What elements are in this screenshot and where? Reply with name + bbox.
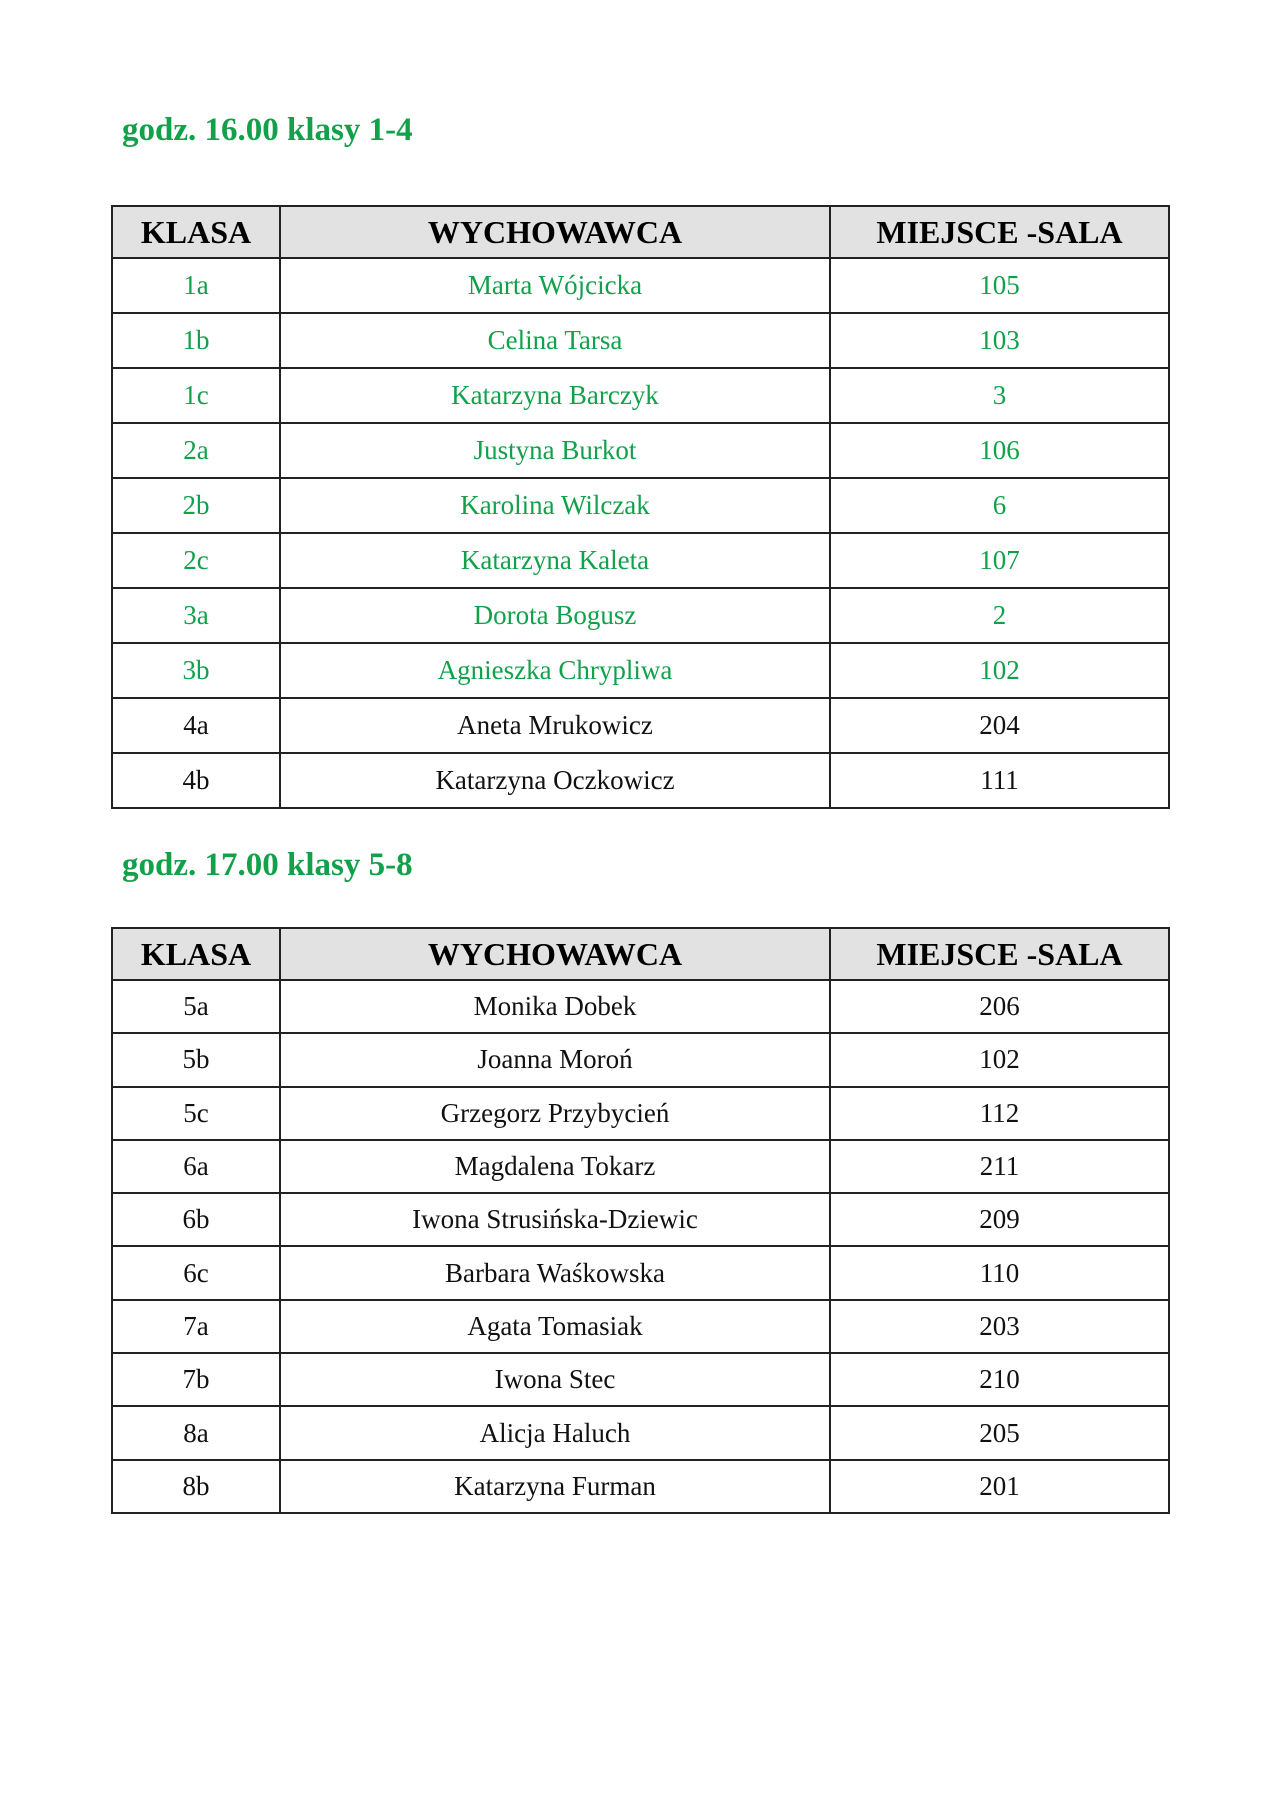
class-cell: 7b — [112, 1353, 280, 1406]
table-row — [112, 588, 1169, 643]
class-cell: 1a — [112, 258, 280, 313]
teacher-cell: Karolina Wilczak — [280, 478, 830, 533]
table-row — [112, 1193, 1169, 1246]
room-cell: 103 — [830, 313, 1169, 368]
room-cell: 205 — [830, 1406, 1169, 1459]
teacher-cell: Agnieszka Chrypliwa — [280, 643, 830, 698]
teacher-cell: Alicja Haluch — [280, 1406, 830, 1459]
table-row — [112, 423, 1169, 478]
table-row — [112, 1353, 1169, 1406]
schedule-table-2 — [111, 927, 1170, 1514]
table-row — [112, 1140, 1169, 1193]
room-cell: 107 — [830, 533, 1169, 588]
room-cell: 112 — [830, 1087, 1169, 1140]
section-heading-2: godz. 17.00 klasy 5-8 — [122, 847, 413, 883]
room-cell: 105 — [830, 258, 1169, 313]
room-cell: 210 — [830, 1353, 1169, 1406]
teacher-cell: Iwona Strusińska-Dziewic — [280, 1193, 830, 1246]
header-klasa: KLASA — [112, 928, 280, 980]
teacher-cell: Grzegorz Przybycień — [280, 1087, 830, 1140]
class-cell: 8b — [112, 1460, 280, 1513]
class-cell: 3a — [112, 588, 280, 643]
room-cell: 102 — [830, 1033, 1169, 1086]
teacher-cell: Katarzyna Kaleta — [280, 533, 830, 588]
room-cell: 3 — [830, 368, 1169, 423]
header-wychowawca: WYCHOWAWCA — [280, 206, 830, 258]
room-cell: 201 — [830, 1460, 1169, 1513]
class-cell: 4a — [112, 698, 280, 753]
class-cell: 1b — [112, 313, 280, 368]
teacher-cell: Katarzyna Furman — [280, 1460, 830, 1513]
table-row — [112, 258, 1169, 313]
teacher-cell: Dorota Bogusz — [280, 588, 830, 643]
class-cell: 6b — [112, 1193, 280, 1246]
room-cell: 209 — [830, 1193, 1169, 1246]
class-cell: 7a — [112, 1300, 280, 1353]
table-row — [112, 980, 1169, 1033]
class-cell: 6c — [112, 1246, 280, 1299]
table-row — [112, 533, 1169, 588]
table-row — [112, 478, 1169, 533]
header-sala: MIEJSCE -SALA — [830, 928, 1169, 980]
teacher-cell: Joanna Moroń — [280, 1033, 830, 1086]
table-row — [112, 1406, 1169, 1459]
class-cell: 4b — [112, 753, 280, 808]
class-cell: 5b — [112, 1033, 280, 1086]
header-sala: MIEJSCE -SALA — [830, 206, 1169, 258]
room-cell: 106 — [830, 423, 1169, 478]
class-cell: 8a — [112, 1406, 280, 1459]
room-cell: 6 — [830, 478, 1169, 533]
table-row — [112, 1460, 1169, 1513]
teacher-cell: Katarzyna Barczyk — [280, 368, 830, 423]
table-row — [112, 313, 1169, 368]
teacher-cell: Celina Tarsa — [280, 313, 830, 368]
class-cell: 5a — [112, 980, 280, 1033]
table-row — [112, 643, 1169, 698]
room-cell: 111 — [830, 753, 1169, 808]
section-heading-1: godz. 16.00 klasy 1-4 — [122, 112, 413, 148]
teacher-cell: Justyna Burkot — [280, 423, 830, 478]
teacher-cell: Barbara Waśkowska — [280, 1246, 830, 1299]
room-cell: 211 — [830, 1140, 1169, 1193]
table-row — [112, 698, 1169, 753]
room-cell: 203 — [830, 1300, 1169, 1353]
table-row — [112, 1087, 1169, 1140]
teacher-cell: Marta Wójcicka — [280, 258, 830, 313]
room-cell: 110 — [830, 1246, 1169, 1299]
class-cell: 2b — [112, 478, 280, 533]
class-cell: 6a — [112, 1140, 280, 1193]
class-cell: 3b — [112, 643, 280, 698]
teacher-cell: Iwona Stec — [280, 1353, 830, 1406]
class-cell: 2c — [112, 533, 280, 588]
class-cell: 1c — [112, 368, 280, 423]
room-cell: 102 — [830, 643, 1169, 698]
teacher-cell: Katarzyna Oczkowicz — [280, 753, 830, 808]
class-cell: 2a — [112, 423, 280, 478]
schedule-table-1 — [111, 205, 1170, 809]
teacher-cell: Magdalena Tokarz — [280, 1140, 830, 1193]
table-row — [112, 1033, 1169, 1086]
table-row — [112, 1246, 1169, 1299]
table-row — [112, 753, 1169, 808]
teacher-cell: Agata Tomasiak — [280, 1300, 830, 1353]
teacher-cell: Aneta Mrukowicz — [280, 698, 830, 753]
room-cell: 206 — [830, 980, 1169, 1033]
header-klasa: KLASA — [112, 206, 280, 258]
room-cell: 204 — [830, 698, 1169, 753]
room-cell: 2 — [830, 588, 1169, 643]
header-wychowawca: WYCHOWAWCA — [280, 928, 830, 980]
table-row — [112, 368, 1169, 423]
class-cell: 5c — [112, 1087, 280, 1140]
teacher-cell: Monika Dobek — [280, 980, 830, 1033]
table-row — [112, 1300, 1169, 1353]
